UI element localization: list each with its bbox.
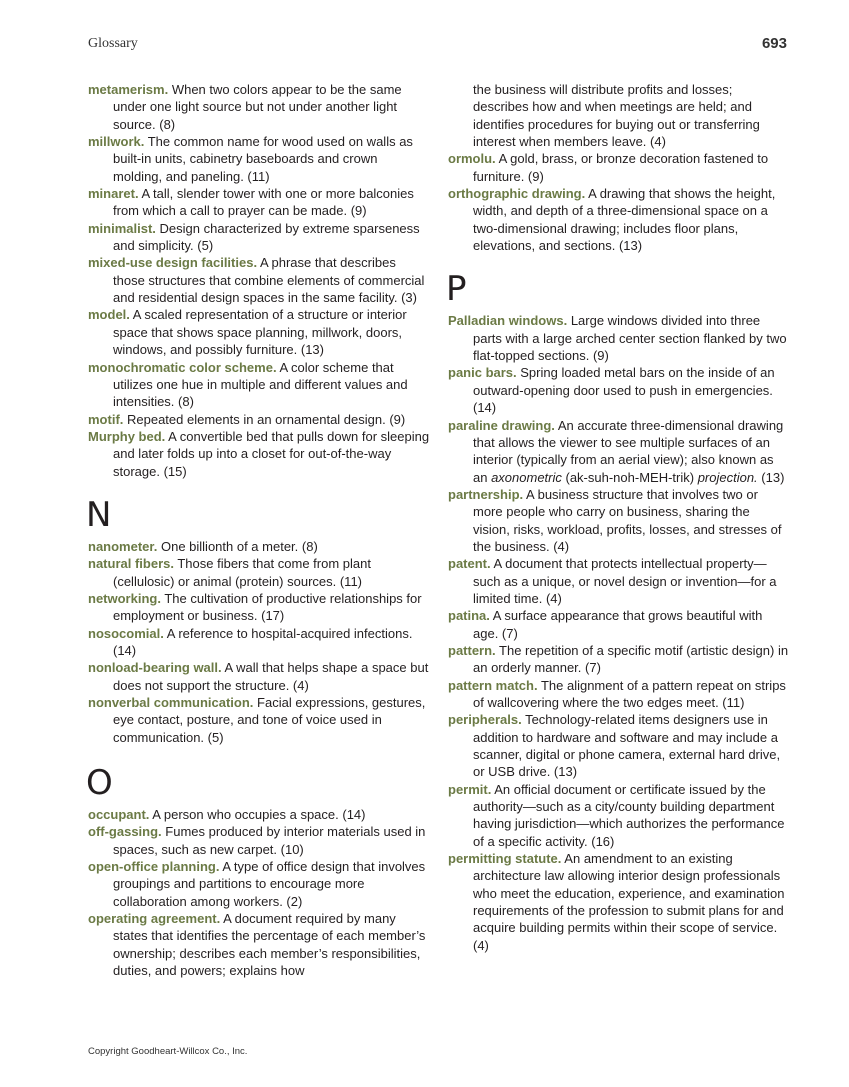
glossary-definition: When two colors appear to be the same under one light source but not under another light source. (8) bbox=[113, 82, 402, 132]
glossary-term: off-gassing. bbox=[88, 824, 162, 840]
glossary-term: Palladian windows. bbox=[448, 313, 568, 329]
running-head: Glossary bbox=[88, 36, 138, 51]
glossary-entry bbox=[88, 806, 430, 823]
glossary-entry bbox=[448, 364, 790, 416]
glossary-term: Murphy bed. bbox=[88, 428, 166, 444]
glossary-term: patina. bbox=[448, 608, 490, 624]
glossary-definition: An accurate three-dimensional drawing that allows the viewer to see multiple surfaces of an interior (typically from an aerial view); also known as an bbox=[473, 417, 784, 485]
glossary-entry bbox=[88, 254, 430, 306]
glossary-entry bbox=[448, 555, 790, 607]
glossary-term: operating agreement. bbox=[88, 911, 221, 927]
glossary-entry bbox=[448, 711, 790, 780]
glossary-term: panic bars. bbox=[448, 365, 517, 381]
glossary-term: minaret. bbox=[88, 186, 139, 202]
glossary-definition: (ak-suh-noh-MEH-trik) bbox=[561, 469, 698, 485]
glossary-definition: The alignment of a pattern repeat on strips of wallcovering where the two edges meet. (11) bbox=[473, 677, 786, 710]
glossary-entry bbox=[448, 486, 790, 555]
glossary-definition: One billionth of a meter. (8) bbox=[157, 538, 318, 554]
glossary-definition: (13) bbox=[757, 469, 785, 485]
glossary-entry bbox=[88, 428, 430, 480]
glossary-term: pattern. bbox=[448, 642, 496, 658]
glossary-entry bbox=[448, 312, 790, 364]
glossary-term: nanometer. bbox=[88, 538, 158, 554]
glossary-definition: Repeated elements in an ornamental design. (9) bbox=[123, 411, 406, 427]
glossary-entry bbox=[88, 220, 430, 255]
right-column bbox=[448, 81, 790, 954]
glossary-term: occupant. bbox=[88, 807, 150, 823]
glossary-term: open-office planning. bbox=[88, 859, 220, 875]
glossary-definition: An amendment to an existing architecture law allowing interior design professionals who meet the education, experience, and examination requirements of the profession to submit plans for and acquire building permits within their scope of service. (4) bbox=[473, 851, 785, 953]
glossary-definition: The cultivation of productive relationships for employment or business. (17) bbox=[113, 590, 422, 624]
glossary-term: nonload-bearing wall. bbox=[88, 660, 222, 676]
glossary-definition: A person who occupies a space. (14) bbox=[149, 807, 366, 823]
glossary-entry bbox=[88, 590, 430, 625]
glossary-entry bbox=[448, 150, 790, 185]
glossary-definition: Design characterized by extreme sparseness and simplicity. (5) bbox=[113, 220, 420, 254]
glossary-definition: A scaled representation of a structure or interior space that shows space planning, millwork, doors, windows, and possibly furniture. (13) bbox=[113, 307, 407, 358]
glossary-definition-italic: axonometric bbox=[491, 469, 562, 485]
glossary-definition: Facial expressions, gestures, eye contact, posture, and tone of voice used in communication. (5) bbox=[113, 695, 426, 745]
glossary-definition: A business structure that involves two or more people who carry on business, sharing the vision, risks, workload, profits, losses, and stresses of the business. (4) bbox=[473, 486, 782, 554]
glossary-term: networking. bbox=[88, 590, 161, 606]
glossary-term: minimalist. bbox=[88, 220, 156, 236]
copyright-footer: Copyright Goodheart-Willcox Co., Inc. bbox=[88, 1046, 248, 1057]
glossary-definition: The common name for wood used on walls as built-in units, cabinetry baseboards and crown molding, and paneling. (11) bbox=[113, 134, 413, 184]
glossary-entry bbox=[88, 411, 430, 428]
page-number: 693 bbox=[761, 35, 787, 52]
glossary-definition: A convertible bed that pulls down for sleeping and later folds up into a closet for out-of-the-way storage. (15) bbox=[113, 428, 430, 479]
glossary-definition: A document that protects intellectual property—such as a unique, or novel design or invention—for a limited time. (4) bbox=[473, 556, 777, 606]
glossary-term: paraline drawing. bbox=[448, 417, 555, 433]
glossary-term: nonverbal communication. bbox=[88, 695, 254, 710]
glossary-definition: A phrase that describes those structures that combine elements of commercial and residential design spaces in the same facility. (3) bbox=[113, 255, 425, 306]
glossary-definition: Those fibers that come from plant (cellulosic) or animal (protein) sources. (11) bbox=[113, 556, 371, 589]
glossary-entry bbox=[448, 781, 790, 850]
glossary-definition: A reference to hospital-acquired infections. (14) bbox=[113, 625, 413, 658]
glossary-definition: A color scheme that utilizes one hue in multiple and different values and intensities. (8) bbox=[113, 359, 408, 410]
glossary-definition: A wall that helps shape a space but does not support the structure. (4) bbox=[113, 660, 429, 693]
glossary-definition: A gold, brass, or bronze decoration fastened to furniture. (9) bbox=[473, 151, 769, 184]
glossary-term: patent. bbox=[448, 556, 491, 572]
glossary-entry bbox=[448, 642, 790, 677]
glossary-definition: Fumes produced by interior materials used in spaces, such as new carpet. (10) bbox=[113, 824, 426, 857]
glossary-entry bbox=[88, 694, 430, 746]
glossary-term: permitting statute. bbox=[448, 851, 562, 867]
glossary-term: orthographic drawing. bbox=[448, 186, 586, 202]
glossary-definition: the business will distribute profits and losses; describes how and when meetings are held; and identifies procedures for buying out or transferring interest when members leave. (4) bbox=[473, 82, 760, 150]
glossary-term: nosocomial. bbox=[88, 625, 164, 641]
glossary-definition: A type of office design that involves groupings and partitions to encourage more collaboration among workers. (2) bbox=[113, 859, 426, 909]
glossary-entry-continuation bbox=[448, 81, 790, 150]
glossary-term: millwork. bbox=[88, 134, 145, 150]
glossary-definition: A surface appearance that grows beautiful with age. (7) bbox=[473, 608, 763, 641]
glossary-entry bbox=[88, 823, 430, 858]
glossary-entry bbox=[88, 659, 430, 694]
glossary-definition: Large windows divided into three parts with a large arched center section flanked by two flat-topped sections. (9) bbox=[473, 313, 787, 364]
glossary-term: permit. bbox=[448, 781, 492, 797]
glossary-term: ormolu. bbox=[448, 151, 496, 167]
section-letter-n: N bbox=[86, 494, 112, 535]
glossary-definition: A tall, slender tower with one or more balconies from which a call to prayer can be made. (9) bbox=[113, 186, 414, 219]
glossary-entry bbox=[88, 185, 430, 220]
glossary-entry bbox=[88, 625, 430, 660]
glossary-term: natural fibers. bbox=[88, 556, 174, 572]
glossary-term: pattern match. bbox=[448, 677, 538, 693]
glossary-entry bbox=[88, 359, 430, 411]
glossary-definition: A document required by many states that identifies the percentage of each member’s ownership; describes each member’s responsibilities, duties, and powers; explains how bbox=[113, 911, 426, 979]
glossary-definition: The repetition of a specific motif (artistic design) in an orderly manner. (7) bbox=[473, 642, 789, 676]
glossary-definition: An official document or certificate issued by the authority—such as a city/county building department having jurisdiction—which authorizes the performance of a specific activity. (16) bbox=[473, 781, 785, 849]
glossary-term: model. bbox=[88, 307, 130, 323]
glossary-term: metamerism. bbox=[88, 82, 169, 97]
glossary-term: peripherals. bbox=[448, 712, 522, 728]
section-letter-o: O bbox=[86, 763, 113, 804]
glossary-entry bbox=[448, 185, 790, 254]
glossary-term: mixed-use design facilities. bbox=[88, 255, 258, 271]
glossary-entry bbox=[448, 417, 790, 486]
glossary-entry bbox=[88, 81, 430, 133]
glossary-entry bbox=[88, 555, 430, 590]
glossary-entry bbox=[88, 133, 430, 185]
glossary-term: partnership. bbox=[448, 486, 524, 502]
glossary-entry bbox=[88, 306, 430, 358]
glossary-definition: A drawing that shows the height, width, and depth of a three-dimensional space on a two-dimensional drawing; includes floor plans, elevations, and sections. (13) bbox=[473, 186, 776, 254]
glossary-definition: Spring loaded metal bars on the inside of an outward-opening door used to push in emergencies. (14) bbox=[473, 365, 775, 416]
glossary-term: monochromatic color scheme. bbox=[88, 359, 277, 375]
glossary-entry bbox=[88, 858, 430, 910]
glossary-entry bbox=[448, 850, 790, 954]
section-letter-p: P bbox=[446, 269, 467, 310]
glossary-term: motif. bbox=[88, 411, 124, 427]
glossary-entry bbox=[448, 607, 790, 642]
glossary-entry bbox=[88, 910, 430, 979]
glossary-entry bbox=[448, 677, 790, 712]
glossary-definition-italic: projection. bbox=[697, 469, 758, 485]
glossary-definition: Technology-related items designers use in addition to hardware and software and may include a scanner, digital or phone camera, external hard drive, or USB drive. (13) bbox=[473, 712, 781, 780]
left-column bbox=[88, 81, 430, 979]
glossary-entry bbox=[88, 538, 430, 555]
